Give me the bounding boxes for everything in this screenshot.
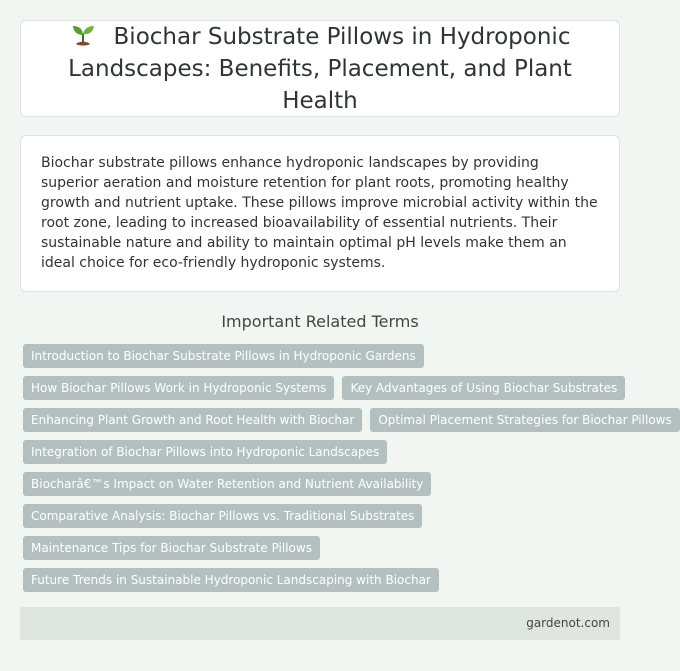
related-term-tag[interactable]: Optimal Placement Strategies for Biochar Pillows: [370, 408, 679, 432]
summary-card: [20, 135, 620, 292]
sprout-icon: [70, 23, 96, 47]
tag-row: [23, 536, 623, 560]
related-term-tag[interactable]: Biocharâ€™s Impact on Water Retention and Nutrient Availability: [23, 472, 431, 496]
footer: [20, 607, 620, 640]
tag-row: [23, 568, 623, 592]
tag-row: [23, 344, 623, 368]
page-title-text: Biochar Substrate Pillows in Hydroponic Landscapes: Benefits, Placement, and Plant Health: [68, 23, 572, 114]
related-terms-heading: Important Related Terms: [221, 312, 419, 331]
summary-text: Biochar substrate pillows enhance hydroponic landscapes by providing superior aeration and moisture retention for plant roots, promoting healthy growth and nutrient uptake. These pillows improve microbial activity within the root zone, leading to increased bioavailability of essential nutrients. Their sustainable nature and ability to maintain optimal pH levels make them an ideal choice for eco-friendly hydroponic systems.: [41, 155, 598, 271]
tag-row: [23, 472, 623, 496]
title-card: [20, 20, 620, 117]
related-term-tag[interactable]: Integration of Biochar Pillows into Hydroponic Landscapes: [23, 440, 387, 464]
related-term-tag[interactable]: How Biochar Pillows Work in Hydroponic Systems: [23, 376, 334, 400]
related-term-tag[interactable]: Future Trends in Sustainable Hydroponic Landscaping with Biochar: [23, 568, 439, 592]
footer-site-link[interactable]: gardenot.com: [526, 616, 610, 630]
related-term-tag[interactable]: Enhancing Plant Growth and Root Health with Biochar: [23, 408, 362, 432]
tag-row: [23, 504, 623, 528]
related-term-tag[interactable]: Maintenance Tips for Biochar Substrate Pillows: [23, 536, 320, 560]
tag-row: [23, 408, 672, 432]
related-term-tag[interactable]: Introduction to Biochar Substrate Pillows in Hydroponic Gardens: [23, 344, 424, 368]
related-terms-list: [23, 344, 672, 600]
tag-row: [23, 376, 623, 400]
related-term-tag[interactable]: Key Advantages of Using Biochar Substrates: [342, 376, 625, 400]
tag-row: [23, 440, 623, 464]
related-term-tag[interactable]: Comparative Analysis: Biochar Pillows vs. Traditional Substrates: [23, 504, 422, 528]
page-title: [21, 21, 619, 117]
